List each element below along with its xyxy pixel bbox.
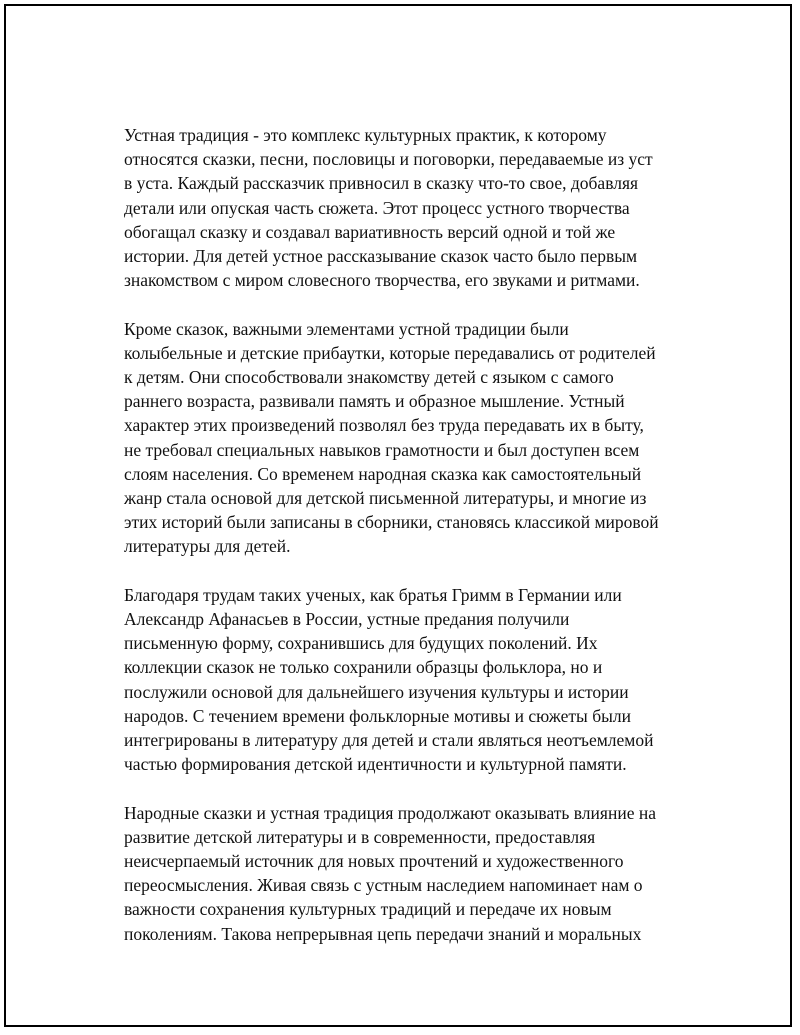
text-line: письменную форму, сохранившись для будущих поколений. Их <box>124 633 598 654</box>
text-line: частью формирования детской идентичности и культурной памяти. <box>124 754 627 775</box>
text-line: не требовал специальных навыков грамотности и был доступен всем <box>124 439 640 460</box>
text-line: литературы для детей. <box>124 536 291 557</box>
document-body <box>124 123 699 970</box>
text-line: раннего возраста, развивали память и образное мышление. Устный <box>124 391 625 412</box>
text-line: этих историй были записаны в сборники, становясь классикой мировой <box>124 512 659 533</box>
text-line: детали или опуская часть сюжета. Этот процесс устного творчества <box>124 197 630 218</box>
paragraph-2 <box>124 317 699 559</box>
text-line: к детям. Они способствовали знакомству детей с языком с самого <box>124 367 614 388</box>
text-line: неисчерпаемый источник для новых прочтений и художественного <box>124 851 624 872</box>
paragraph-1 <box>124 123 699 292</box>
paragraph-4 <box>124 801 699 946</box>
text-line: важности сохранения культурных традиций и передаче их новым <box>124 899 612 920</box>
text-line: Народные сказки и устная традиция продолжают оказывать влияние на <box>124 802 656 823</box>
text-line: Благодаря трудам таких ученых, как братья Гримм в Германии или <box>124 584 622 605</box>
text-line: обогащал сказку и создавал вариативность версий одной и той же <box>124 221 616 242</box>
text-line: народов. С течением времени фольклорные мотивы и сюжеты были <box>124 705 631 726</box>
text-line: знакомством с миром словесного творчества, его звуками и ритмами. <box>124 270 640 291</box>
text-line: относятся сказки, песни, пословицы и поговорки, передаваемые из уст <box>124 149 653 170</box>
text-line: поколениям. Такова непрерывная цепь передачи знаний и моральных <box>124 923 642 944</box>
text-line: послужили основой для дальнейшего изучения культуры и истории <box>124 681 629 702</box>
page-border <box>4 4 792 1027</box>
text-line: Устная традиция - это комплекс культурных практик, к которому <box>124 125 607 145</box>
text-line: переосмысления. Живая связь с устным наследием напоминает нам о <box>124 875 643 896</box>
text-line: колыбельные и детские прибаутки, которые передавались от родителей <box>124 342 656 363</box>
text-line: слоям населения. Со временем народная сказка как самостоятельный <box>124 463 642 484</box>
text-line: Александр Афанасьев в России, устные предания получили <box>124 609 570 630</box>
text-line: Кроме сказок, важными элементами устной традиции были <box>124 318 569 339</box>
text-line: интегрированы в литературу для детей и стали являться неотъемлемой <box>124 730 654 751</box>
text-line: жанр стала основой для детской письменной литературы, и многие из <box>124 488 647 509</box>
text-line: развитие детской литературы и в современности, предоставляя <box>124 826 596 847</box>
text-line: в уста. Каждый рассказчик привносил в сказку что-то свое, добавляя <box>124 173 639 194</box>
text-line: характер этих произведений позволял без труда передавать их в быту, <box>124 415 644 436</box>
text-line: коллекции сказок не только сохранили образцы фольклора, но и <box>124 657 603 678</box>
paragraph-3 <box>124 583 699 777</box>
text-line: истории. Для детей устное рассказывание сказок часто было первым <box>124 246 638 267</box>
